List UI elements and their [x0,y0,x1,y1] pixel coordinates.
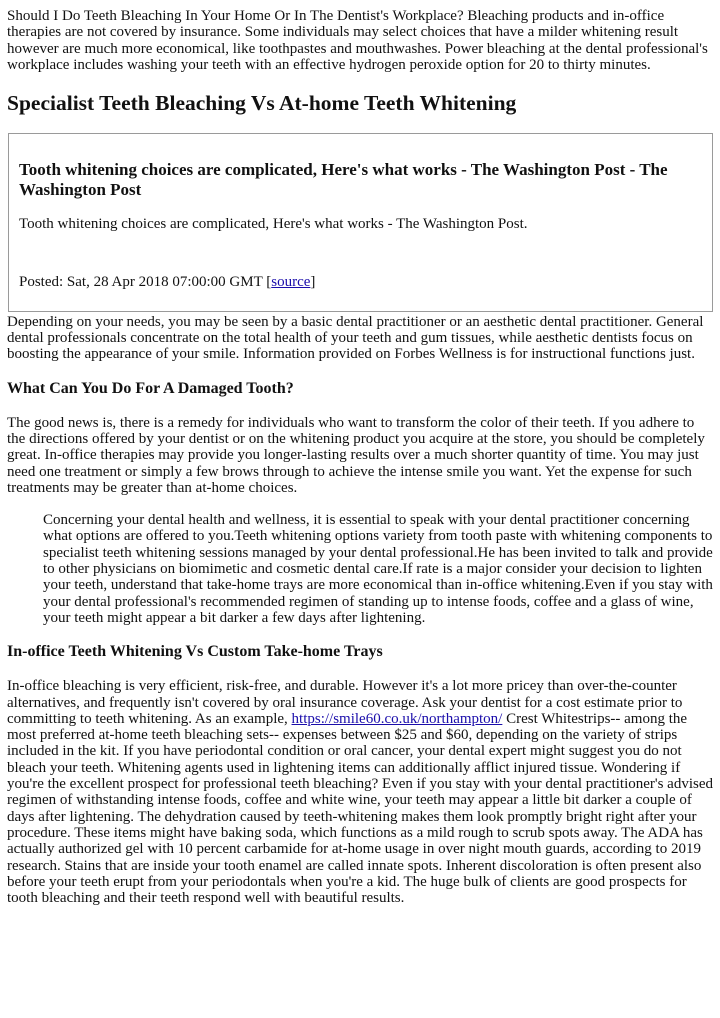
news-card-summary: Tooth whitening choices are complicated, Here's what works - The Washington Post. [19,216,528,233]
source-link[interactable]: source [271,274,311,291]
paragraph-in-office-start: In-office bleaching is very efficient, risk-free, and durable. However it's a lot more pricey than over-the-counter alternatives, and frequently isn't covered by oral insurance coverage. Ask your dentist for a cost estimate prior to committing to teeth whitening. As an example, [7,678,683,727]
page-title: Specialist Teeth Bleaching Vs At-home Teeth Whitening [7,91,517,116]
paragraph-dentists: Depending on your needs, you may be seen by a basic dental practitioner or an aesthetic dental practitioner. General dental professionals concentrate on the total health of your teeth and gum tissues, while aesthetic dentists focus on boosting the appearance of your smile. Information provided on Forbes Wellness is for instructional functions just. [7,313,704,363]
paragraph-in-office-rest: Crest Whitestrips-- among the most preferred at-home teeth bleaching sets-- expenses between $25 and $60, depending on the variety of strips included in the kit. If you have periodontal condition or oral cancer, your dental expert might suggest you do not bleach your teeth. Whitening agents used in lightening items can additionally afflict injured tissue. Wondering if you're the excellent prospect for professional teeth bleaching? Even if you stay with your dental practitioner's advised regimen of withstanding intense foods, coffee and white wine, your teeth may appear a little bit darker a couple of days after lightening. The dehydration caused by teeth-whitening makes them look promptly bright right after your procedure. These items might have baking soda, which functions as a mild rough to scrub spots away. The ADA has actually authorized gel with 10 percent carbamide for at-home usage in over night mouth guards, according to 2019 research. Stains that are inside your tooth enamel are called innate spots. Inherent discoloration is often present also before your teeth erupt from your periodontals when you're a kid. The huge bulk of clients are good prospects for tooth bleaching and their teeth respond well with beautiful results. [7,710,714,907]
blockquote: Concerning your dental health and wellness, it is essential to speak with your dental practitioner concerning what options are offered to you.Teeth whitening options variety from tooth paste with whitening components to specialist teeth whitening sessions managed by your dental professional.He has been invited to talk and provide to other physicians on biomimetic and cosmetic dental care.If rate is a major consider your decision to lighten your teeth, understand that take-home trays are more economical than in-office whitening.Even if you stay with your dental professional's recommended regimen of standing up to intense foods, coffee and a glass of wine, your teeth might appear a bit darker a few days after lightening. [43,512,713,626]
paragraph-in-office [7,678,713,906]
news-card-posted [19,274,702,290]
posted-suffix: ] [310,274,316,291]
section-heading-damaged-tooth: What Can You Do For A Damaged Tooth? [7,379,294,397]
posted-date: Posted: Sat, 28 Apr 2018 07:00:00 GMT [ [19,274,272,291]
news-card-title: Tooth whitening choices are complicated, Here's what works - The Washington Post - The Washington Post [19,160,668,200]
section-heading-in-office: In-office Teeth Whitening Vs Custom Take-home Trays [7,643,383,661]
paragraph-good-news: The good news is, there is a remedy for individuals who want to transform the color of their teeth. If you adhere to the directions offered by your dentist or on the whitening product you acquire at the store, you should be completely great. In-office therapies may provide you longer-lasting results over a much shorter quantity of time. You may just need one treatment or simply a few brows through to achieve the intense smile you want. Yet the expense for such treatments may be greater than at-home choices. [7,414,705,496]
news-card [8,133,713,312]
smile60-link[interactable]: https://smile60.co.uk/northampton/ [291,710,503,727]
intro-paragraph: Should I Do Teeth Bleaching In Your Home Or In The Dentist's Workplace? Bleaching products and in-office therapies are not covered by insurance. Some individuals may select choices that have a milder whitening result however are much more economical, like toothpastes and mouthwashes. Power bleaching at the dental professional's workplace includes washing your teeth with an effective hydrogen peroxide option for 20 to thirty minutes. [7,8,708,73]
